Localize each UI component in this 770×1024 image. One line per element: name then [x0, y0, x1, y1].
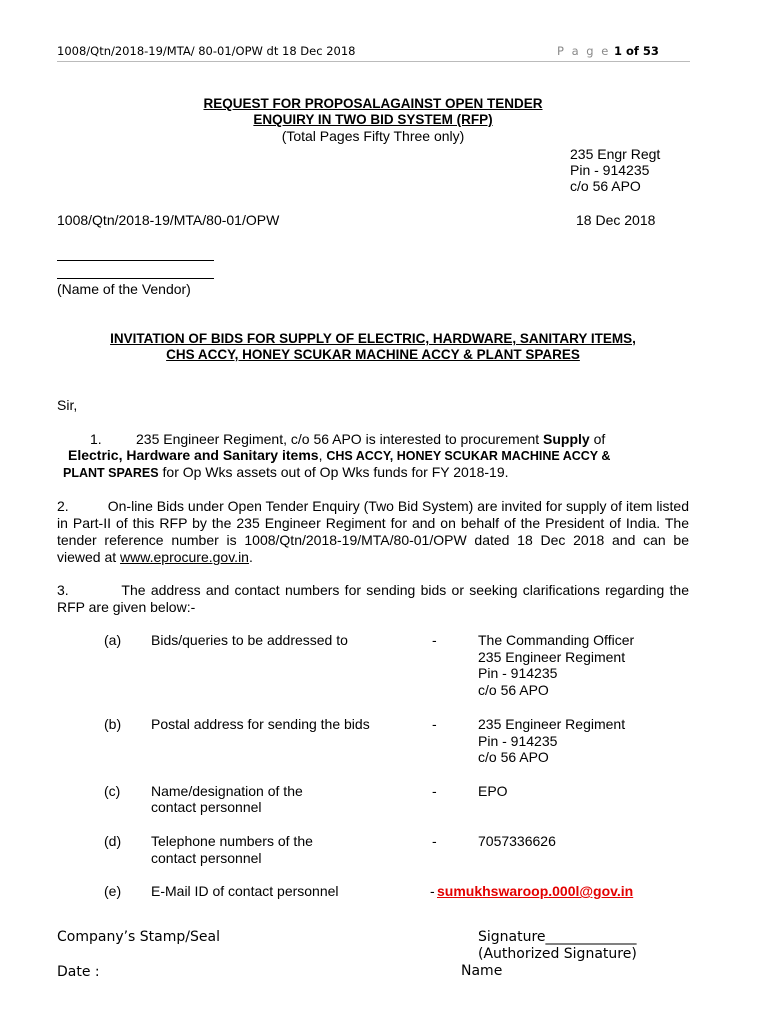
contact-b-value-1: 235 Engineer Regiment: [478, 716, 626, 732]
contact-e-index: (e): [104, 883, 122, 899]
contact-e-email-link[interactable]: sumukhswaroop.000l@gov.in: [437, 883, 634, 899]
contact-b-value-3: c/o 56 APO: [478, 749, 549, 765]
contact-a-index: (a): [104, 632, 122, 648]
contact-d-label-2: contact personnel: [151, 850, 262, 866]
salutation: Sir,: [57, 397, 78, 413]
invitation-line-2: CHS ACCY, HONEY SCUKAR MACHINE ACCY & PLANT SPARES: [166, 347, 580, 362]
para1-line-1: 235 Engineer Regiment, c/o 56 APO is interested to procurement Supply of: [136, 431, 606, 447]
para3: 3. The address and contact numbers for sending bids or seeking clarifications regarding the RFP are given below:-: [57, 582, 689, 615]
title-subtitle: (Total Pages Fifty Three only): [281, 128, 465, 144]
page-number: [557, 44, 659, 58]
contact-c-index: (c): [104, 783, 121, 799]
contact-d-label-1: Telephone numbers of the: [151, 833, 313, 849]
contact-a-dash: -: [432, 632, 437, 648]
contact-d-value: 7057336626: [478, 833, 556, 849]
contact-b-index: (b): [104, 716, 122, 732]
contact-b-dash: -: [432, 716, 437, 732]
footer-name: Name: [461, 963, 503, 979]
contact-d-index: (d): [104, 833, 122, 849]
contact-a-label: Bids/queries to be addressed to: [151, 632, 348, 648]
reference-date: 18 Dec 2018: [576, 212, 656, 228]
contact-c-value: EPO: [478, 783, 508, 799]
page-word: P a g e: [557, 44, 611, 58]
vendor-blank-line-1: [57, 260, 214, 261]
contact-d-dash: -: [432, 833, 437, 849]
header-reference: 1008/Qtn/2018-19/MTA/ 80-01/OPW dt 18 Dec 2018: [57, 44, 356, 58]
address-line-2: Pin - 914235: [570, 162, 650, 178]
vendor-label: (Name of the Vendor): [57, 281, 191, 297]
contact-a-value-4: c/o 56 APO: [478, 682, 549, 698]
para1-number: 1.: [90, 431, 102, 447]
vendor-blank-line-2: [57, 278, 214, 279]
header-divider: [57, 61, 690, 62]
para2: 2. On-line Bids under Open Tender Enquiry (Two Bid System) are invited for supply of item listed in Part-II of this RFP by the 235 Engineer Regiment for and on behalf of the President of India. The tender reference number is 1008/Qtn/2018-19/MTA/80-01/OPW dated 18 Dec 2018 and can be viewed at www.eprocure.gov.in.: [57, 498, 689, 565]
signature-line: Signature_____________: [478, 929, 637, 945]
contact-a-value-1: The Commanding Officer: [478, 632, 635, 648]
contact-c-dash: -: [432, 783, 437, 799]
contact-b-value-2: Pin - 914235: [478, 733, 558, 749]
contact-a-value-2: 235 Engineer Regiment: [478, 649, 626, 665]
page-count: 1 of 53: [613, 44, 659, 58]
address-line-3: c/o 56 APO: [570, 178, 641, 194]
contact-c-label-1: Name/designation of the: [151, 783, 303, 799]
footer-date: Date :: [57, 964, 100, 980]
title-line-1: REQUEST FOR PROPOSALAGAINST OPEN TENDER: [203, 96, 543, 111]
invitation-line-1: INVITATION OF BIDS FOR SUPPLY OF ELECTRIC, HARDWARE, SANITARY ITEMS,: [110, 331, 636, 346]
authorized-signature: (Authorized Signature): [478, 946, 637, 962]
eprocure-link[interactable]: www.eprocure.gov.in: [120, 549, 249, 565]
reference-number: 1008/Qtn/2018-19/MTA/80-01/OPW: [57, 212, 280, 228]
contact-a-value-3: Pin - 914235: [478, 665, 558, 681]
para1-line-2: Electric, Hardware and Sanitary items, CHS ACCY, HONEY SCUKAR MACHINE ACCY &: [68, 447, 611, 463]
contact-e-label: E-Mail ID of contact personnel: [151, 883, 339, 899]
title-line-2: ENQUIRY IN TWO BID SYSTEM (RFP): [253, 112, 493, 127]
contact-e-dash: -: [430, 883, 435, 899]
address-line-1: 235 Engr Regt: [570, 146, 661, 162]
contact-c-label-2: contact personnel: [151, 799, 262, 815]
company-stamp-seal: Company’s Stamp/Seal: [57, 929, 220, 945]
contact-b-label: Postal address for sending the bids: [151, 716, 370, 732]
para1-line-3: PLANT SPARES for Op Wks assets out of Op Wks funds for FY 2018-19.: [63, 464, 509, 480]
